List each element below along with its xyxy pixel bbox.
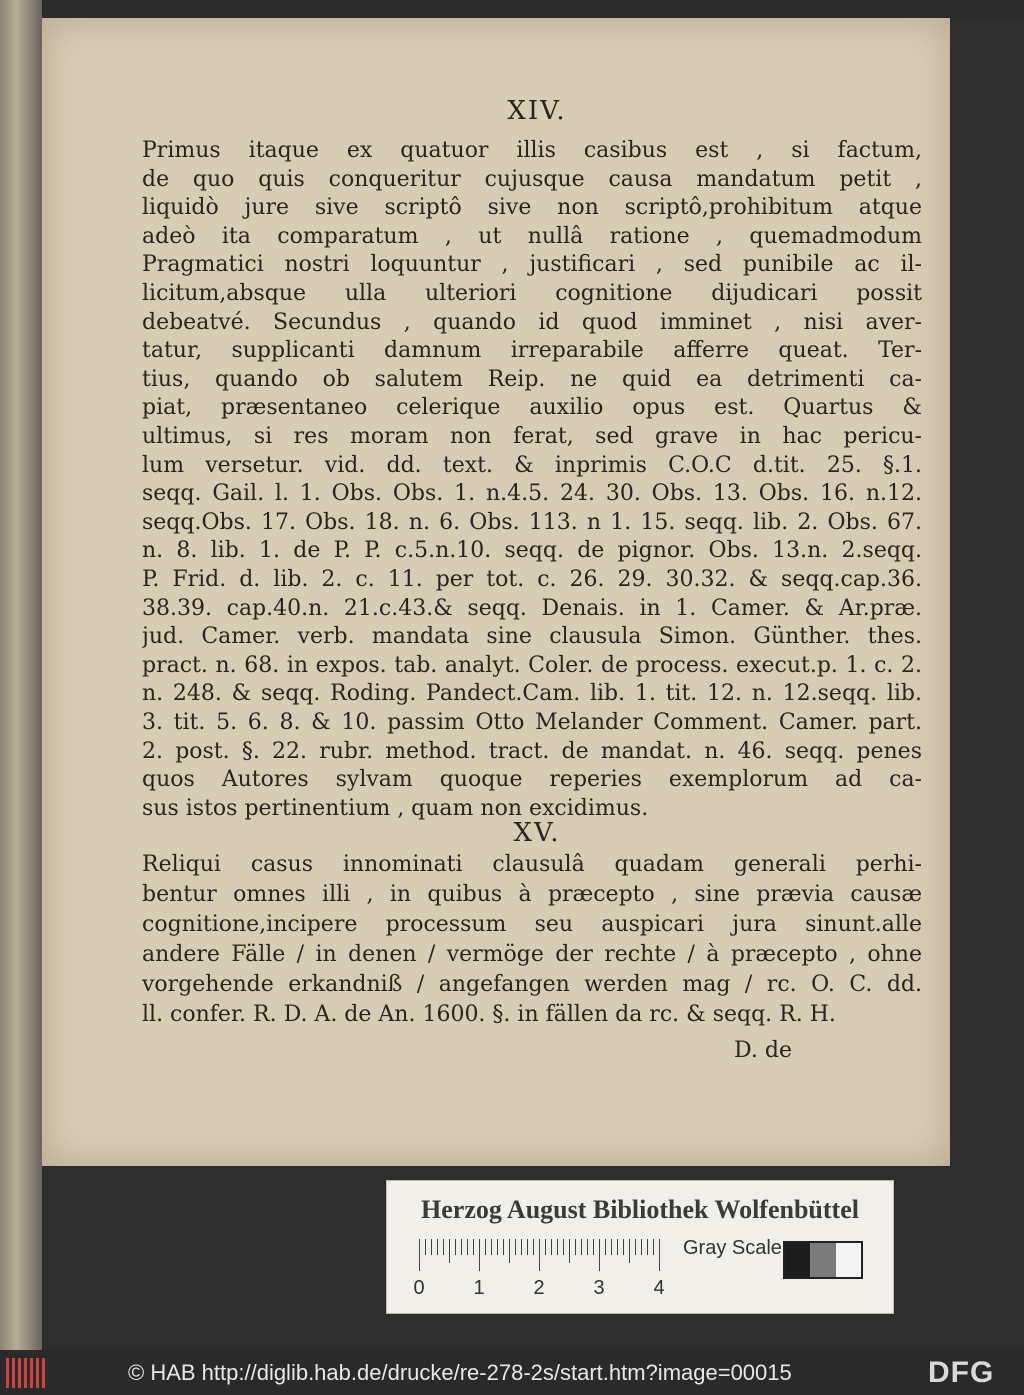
ruler-number: 4 — [653, 1277, 665, 1299]
footer-bar — [0, 1350, 1024, 1395]
ruler-tick — [587, 1239, 588, 1255]
ruler-tick — [581, 1239, 582, 1255]
ruler-tick — [593, 1239, 594, 1255]
swatch-black — [785, 1243, 810, 1277]
text-line: lum versetur. vid. dd. text. & inprimis C.O.C d.tit. 25. §.1. — [142, 452, 922, 478]
ruler-tick — [437, 1239, 438, 1255]
text-line: de quo quis conqueritur cujusque causa mandatum petit , — [142, 166, 922, 192]
ruler-tick — [653, 1239, 654, 1255]
book-edge — [0, 0, 42, 1350]
ruler-tick — [461, 1239, 462, 1255]
text-line: ll. confer. R. D. A. de An. 1600. §. in fällen da rc. & seqq. R. H. — [142, 1002, 836, 1027]
ruler-tick — [623, 1239, 624, 1255]
ruler-number: 0 — [413, 1277, 425, 1299]
ruler-tick — [431, 1239, 432, 1255]
text-line: quos Autores sylvam quoque reperies exemplorum ad ca- — [142, 767, 922, 793]
ruler-tick — [479, 1239, 480, 1271]
ruler-number: 3 — [593, 1277, 605, 1299]
text-line: pract. n. 68. in expos. tab. analyt. Coler. de process. execut.p. 1. c. 2. — [142, 652, 922, 678]
catchword: D. de — [734, 1038, 792, 1063]
text-line: andere Fälle / in denen / vermöge der rechte / à præcepto , ohne — [142, 942, 922, 967]
page-shadow — [950, 18, 1024, 1166]
gray-scale-card — [386, 1180, 894, 1314]
text-line: cognitione,incipere processum seu auspicari jura sinunt.alle — [142, 912, 922, 937]
text-line: n. 8. lib. 1. de P. P. c.5.n.10. seqq. de pignor. Obs. 13.n. 2.seqq. — [142, 538, 922, 564]
dfg-logo: DFG — [928, 1356, 995, 1389]
ruler-tick — [509, 1239, 510, 1263]
text-line: seqq. Gail. l. 1. Obs. Obs. 1. n.4.5. 24. 30. Obs. 13. Obs. 16. n.12. — [142, 481, 922, 507]
copyright-link[interactable]: © HAB http://diglib.hab.de/drucke/re-278-2s/start.htm?image=00015 — [128, 1360, 792, 1385]
hab-logo-icon — [6, 1358, 46, 1388]
ruler-tick — [419, 1239, 420, 1271]
text-line: ultimus, si res moram non ferat, sed grave in hac pericu- — [142, 424, 922, 449]
swatch-gray — [810, 1243, 835, 1277]
ruler-tick — [647, 1239, 648, 1255]
section-heading-xiv: XIV. — [507, 96, 567, 126]
ruler-tick — [563, 1239, 564, 1255]
text-line: Primus itaque ex quatuor illis casibus est , si factum, — [142, 138, 922, 163]
text-line: 3. tit. 5. 6. 8. & 10. passim Otto Melander Comment. Camer. part. — [142, 710, 922, 735]
text-line: n. 248. & seqq. Roding. Pandect.Cam. lib. 1. tit. 12. n. 12.seqq. lib. — [142, 681, 922, 707]
text-line: debeatvé. Secundus , quando id quod imminet , nisi aver- — [142, 309, 922, 335]
ruler-tick — [617, 1239, 618, 1255]
ruler-tick — [521, 1239, 522, 1255]
text-line: P. Frid. d. lib. 2. c. 11. per tot. c. 26. 29. 30.32. & seqq.cap.36. — [142, 567, 922, 592]
ruler-tick — [575, 1239, 576, 1255]
text-line: 2. post. §. 22. rubr. method. tract. de mandat. n. 46. seqq. penes — [142, 738, 922, 764]
ruler-tick — [497, 1239, 498, 1255]
ruler-tick — [491, 1239, 492, 1255]
ruler-tick — [539, 1239, 540, 1271]
ruler-number: 2 — [533, 1277, 545, 1299]
ruler-tick — [425, 1239, 426, 1255]
text-line: sus istos pertinentium , quam non excidimus. — [142, 795, 649, 821]
text-line: bentur omnes illi , in quibus à præcepto , sine prævia causæ — [142, 882, 922, 907]
ruler-tick — [635, 1239, 636, 1255]
text-line: tatur, supplicanti damnum irreparabile afferre queat. Ter- — [142, 338, 922, 364]
ruler-tick — [599, 1239, 600, 1271]
text-line: 38.39. cap.40.n. 21.c.43.& seqq. Denais. in 1. Camer. & Ar.præ. — [142, 595, 922, 621]
ruler-tick — [449, 1239, 450, 1263]
ruler-tick — [659, 1239, 660, 1271]
ruler-tick — [611, 1239, 612, 1255]
ruler-tick — [557, 1239, 558, 1255]
library-name: Herzog August Bibliothek Wolfenbüttel — [421, 1195, 859, 1224]
ruler-number: 1 — [473, 1277, 485, 1299]
text-line: seqq.Obs. 17. Obs. 18. n. 6. Obs. 113. n 1. 15. seqq. lib. 2. Obs. 67. — [142, 509, 922, 535]
ruler-tick — [485, 1239, 486, 1255]
ruler-tick — [641, 1239, 642, 1255]
measurement-ruler — [413, 1239, 669, 1299]
ruler-tick — [545, 1239, 546, 1255]
text-line: licitum,absque ulla ulteriori cognitione dijudicari possit — [142, 281, 922, 306]
text-line: liquidò jure sive scriptô sive non scriptô,prohibitum atque — [142, 195, 922, 221]
ruler-tick — [443, 1239, 444, 1255]
gray-scale-label: Gray Scale — [683, 1237, 782, 1259]
gray-swatches — [783, 1241, 863, 1279]
swatch-white — [836, 1243, 861, 1277]
text-line: Reliqui casus innominati clausulâ quadam generali perhi- — [142, 852, 922, 877]
ruler-tick — [629, 1239, 630, 1263]
ruler-tick — [605, 1239, 606, 1255]
text-line: vorgehende erkandniß / angefangen werden mag / rc. O. C. dd. — [142, 972, 922, 997]
ruler-tick — [569, 1239, 570, 1263]
text-line: piat, præsentaneo celerique auxilio opus est. Quartus & — [142, 395, 922, 421]
ruler-tick — [515, 1239, 516, 1255]
ruler-tick — [455, 1239, 456, 1255]
text-line: jud. Camer. verb. mandata sine clausula Simon. Günther. thes. — [142, 624, 922, 650]
ruler-tick — [551, 1239, 552, 1255]
section-heading-xv: XV. — [513, 818, 561, 848]
ruler-tick — [473, 1239, 474, 1255]
text-line: Pragmatici nostri loquuntur , justificari , sed punibile ac il- — [142, 252, 922, 278]
ruler-tick — [527, 1239, 528, 1255]
text-line: adeò ita comparatum , ut nullâ ratione , quemadmodum — [142, 223, 922, 249]
book-page — [42, 18, 950, 1166]
text-line: tius, quando ob salutem Reip. ne quid ea detrimenti ca- — [142, 366, 922, 392]
ruler-tick — [503, 1239, 504, 1255]
ruler-tick — [467, 1239, 468, 1255]
ruler-tick — [533, 1239, 534, 1255]
